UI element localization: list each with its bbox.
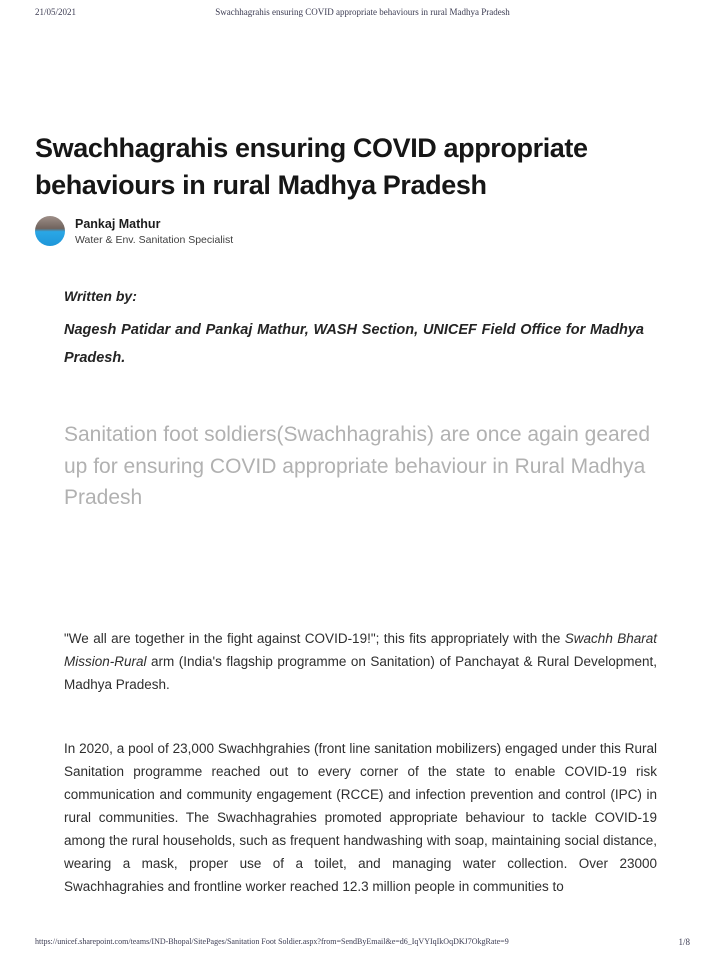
- print-footer: [35, 937, 690, 947]
- print-header-title: Swachhagrahis ensuring COVID appropriate behaviours in rural Madhya Pradesh: [215, 7, 510, 17]
- byline-text: Nagesh Patidar and Pankaj Mathur, WASH Section, UNICEF Field Office for Madhya Pradesh.: [64, 322, 644, 366]
- print-header-date: 21/05/2021: [35, 7, 77, 17]
- paragraph-1-part1: "We all are together in the fight against COVID-19!"; this fits appropriately with the: [64, 631, 565, 646]
- author-role: Water & Env. Sanitation Specialist: [75, 233, 234, 246]
- author-name: Pankaj Mathur: [75, 216, 161, 231]
- print-header: [35, 7, 690, 17]
- print-footer-page-number: 1/8: [678, 937, 690, 947]
- paragraph-1: [64, 627, 657, 696]
- article-title: Swachhagrahis ensuring COVID appropriate behaviours in rural Madhya Pradesh: [35, 133, 588, 200]
- author-avatar-icon: [35, 216, 65, 246]
- article-subtitle: Sanitation foot soldiers(Swachhagrahis) are once again geared up for ensuring COVID appropriate behaviour in Rural Madhya Pradesh: [64, 423, 651, 509]
- written-by-label: Written by:: [64, 288, 137, 304]
- author-meta: [75, 217, 233, 246]
- paragraph-1-part2: arm (India's flagship programme on Sanitation) of Panchayat & Rural Development, Madhya Pradesh.: [64, 654, 657, 692]
- paragraph-2: In 2020, a pool of 23,000 Swachhgrahies (front line sanitation mobilizers) engaged under this Rural Sanitation programme reached out to every corner of the state to enable COVID-19 risk communication and community engagement (RCCE) and infection prevention and control (IPC) in rural communities. The Swachhagrahies promoted appropriate behaviour to tackle COVID-19 among the rural households, such as frequent handwashing with soap, maintaining social distance, wearing a mask, proper use of a toilet, and managing water collection. Over 23000 Swachhagrahies and frontline worker reached 12.3 million people in communities to: [64, 741, 657, 894]
- print-footer-url: https://unicef.sharepoint.com/teams/IND-Bhopal/SitePages/Sanitation Foot Soldier.aspx?from=SendByEmail&e=d6_IqVYIqIkOqDKJ7OkgRate=9: [35, 937, 509, 946]
- author-block: [35, 216, 233, 246]
- paragraph-1-italic: Swachh Bharat Mission-Rural: [64, 631, 657, 669]
